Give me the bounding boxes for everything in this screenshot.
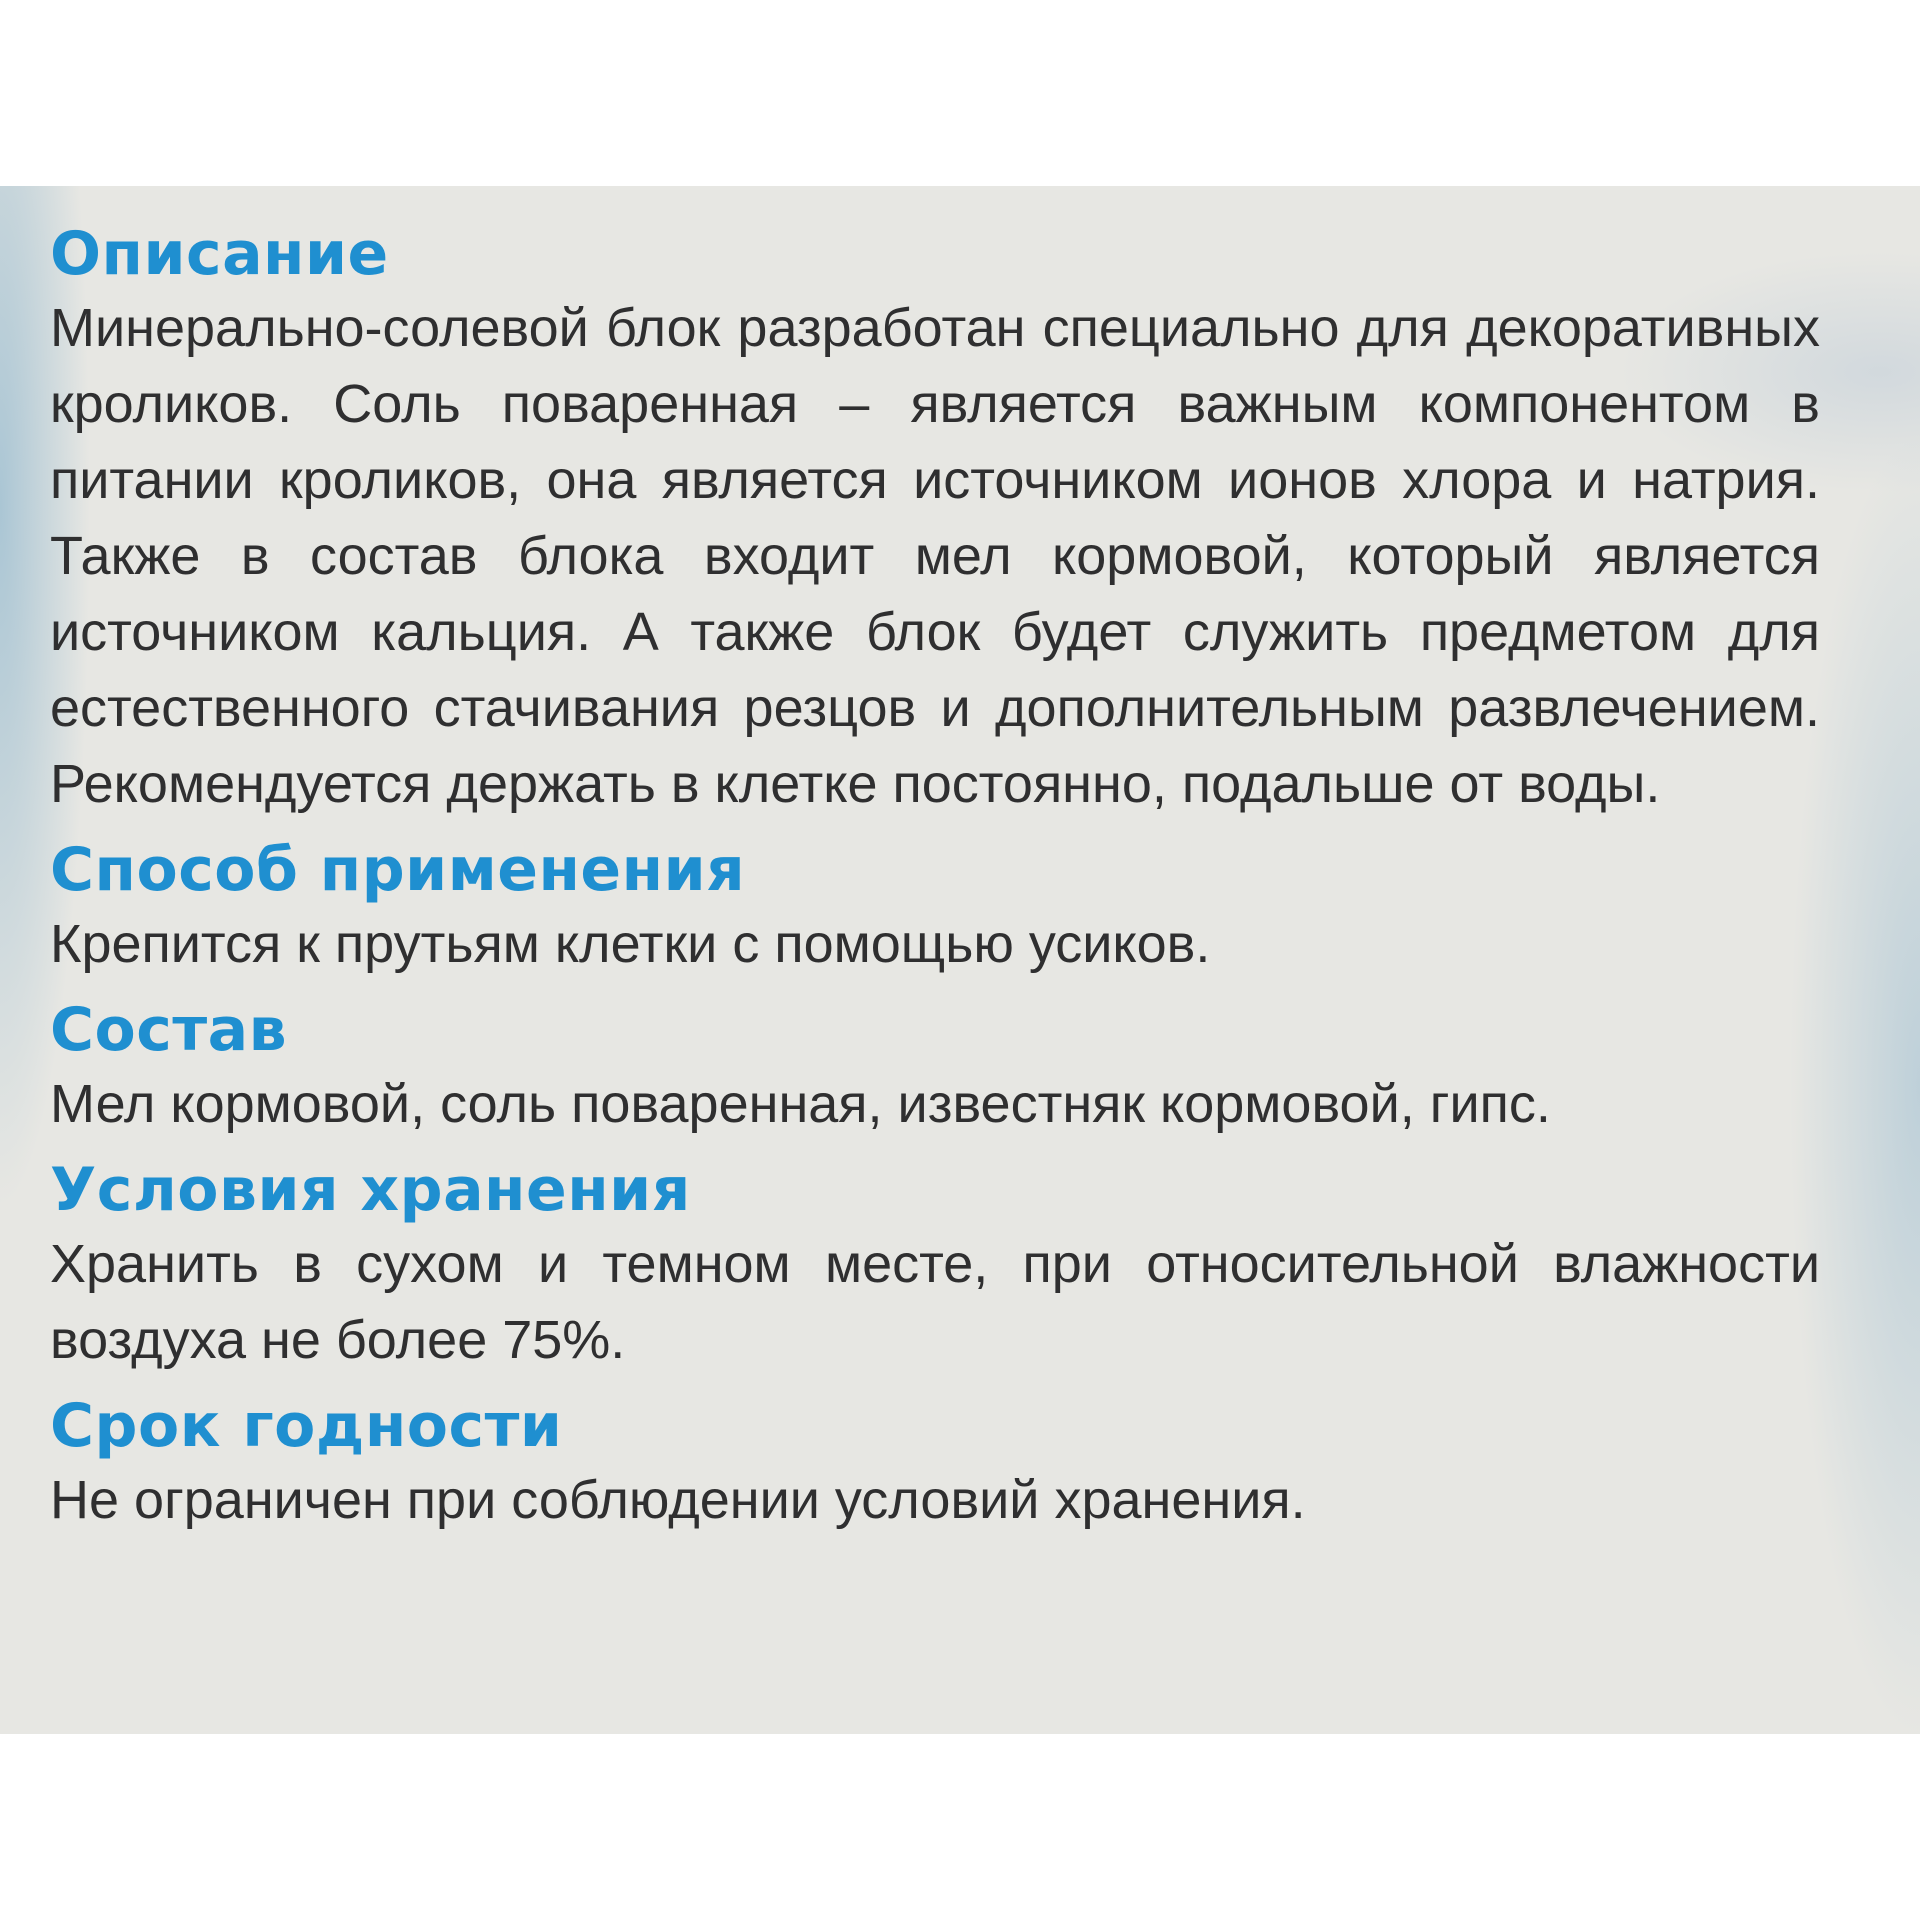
section-text-usage: Крепится к прутьям клетки с помощью усиков. [50, 914, 1211, 974]
section-heading-usage: Способ применения [50, 835, 746, 905]
section-usage [50, 834, 1820, 982]
section-heading-composition: Состав [50, 995, 288, 1065]
section-shelf-life [50, 1390, 1820, 1538]
section-storage [50, 1154, 1820, 1378]
section-description [50, 218, 1820, 822]
section-text-composition: Мел кормовой, соль поваренная, известняк кормовой, гипс. [50, 1074, 1551, 1134]
section-text-shelf-life: Не ограничен при соблюдении условий хранения. [50, 1470, 1306, 1530]
section-heading-description: Описание [50, 219, 389, 289]
product-label-content [50, 218, 1820, 1538]
section-text-storage: Хранить в сухом и темном месте, при относительной влажности воздуха не более 75%. [50, 1234, 1820, 1370]
section-heading-shelf-life: Срок годности [50, 1391, 563, 1461]
section-composition [50, 994, 1820, 1142]
section-text-description: Минерально-солевой блок разработан специально для декоративных кроликов. Соль поваренная – является важным компонентом в питании кроликов, она является источником ионов хлора и натрия. Также в состав блока входит мел кормовой, который является источником кальция. А также блок будет служить предметом для естественного стачивания резцов и дополнительным развлечением. Рекомендуется держать в клетке постоянно, подальше от воды. [50, 298, 1820, 814]
section-heading-storage: Условия хранения [50, 1155, 691, 1225]
